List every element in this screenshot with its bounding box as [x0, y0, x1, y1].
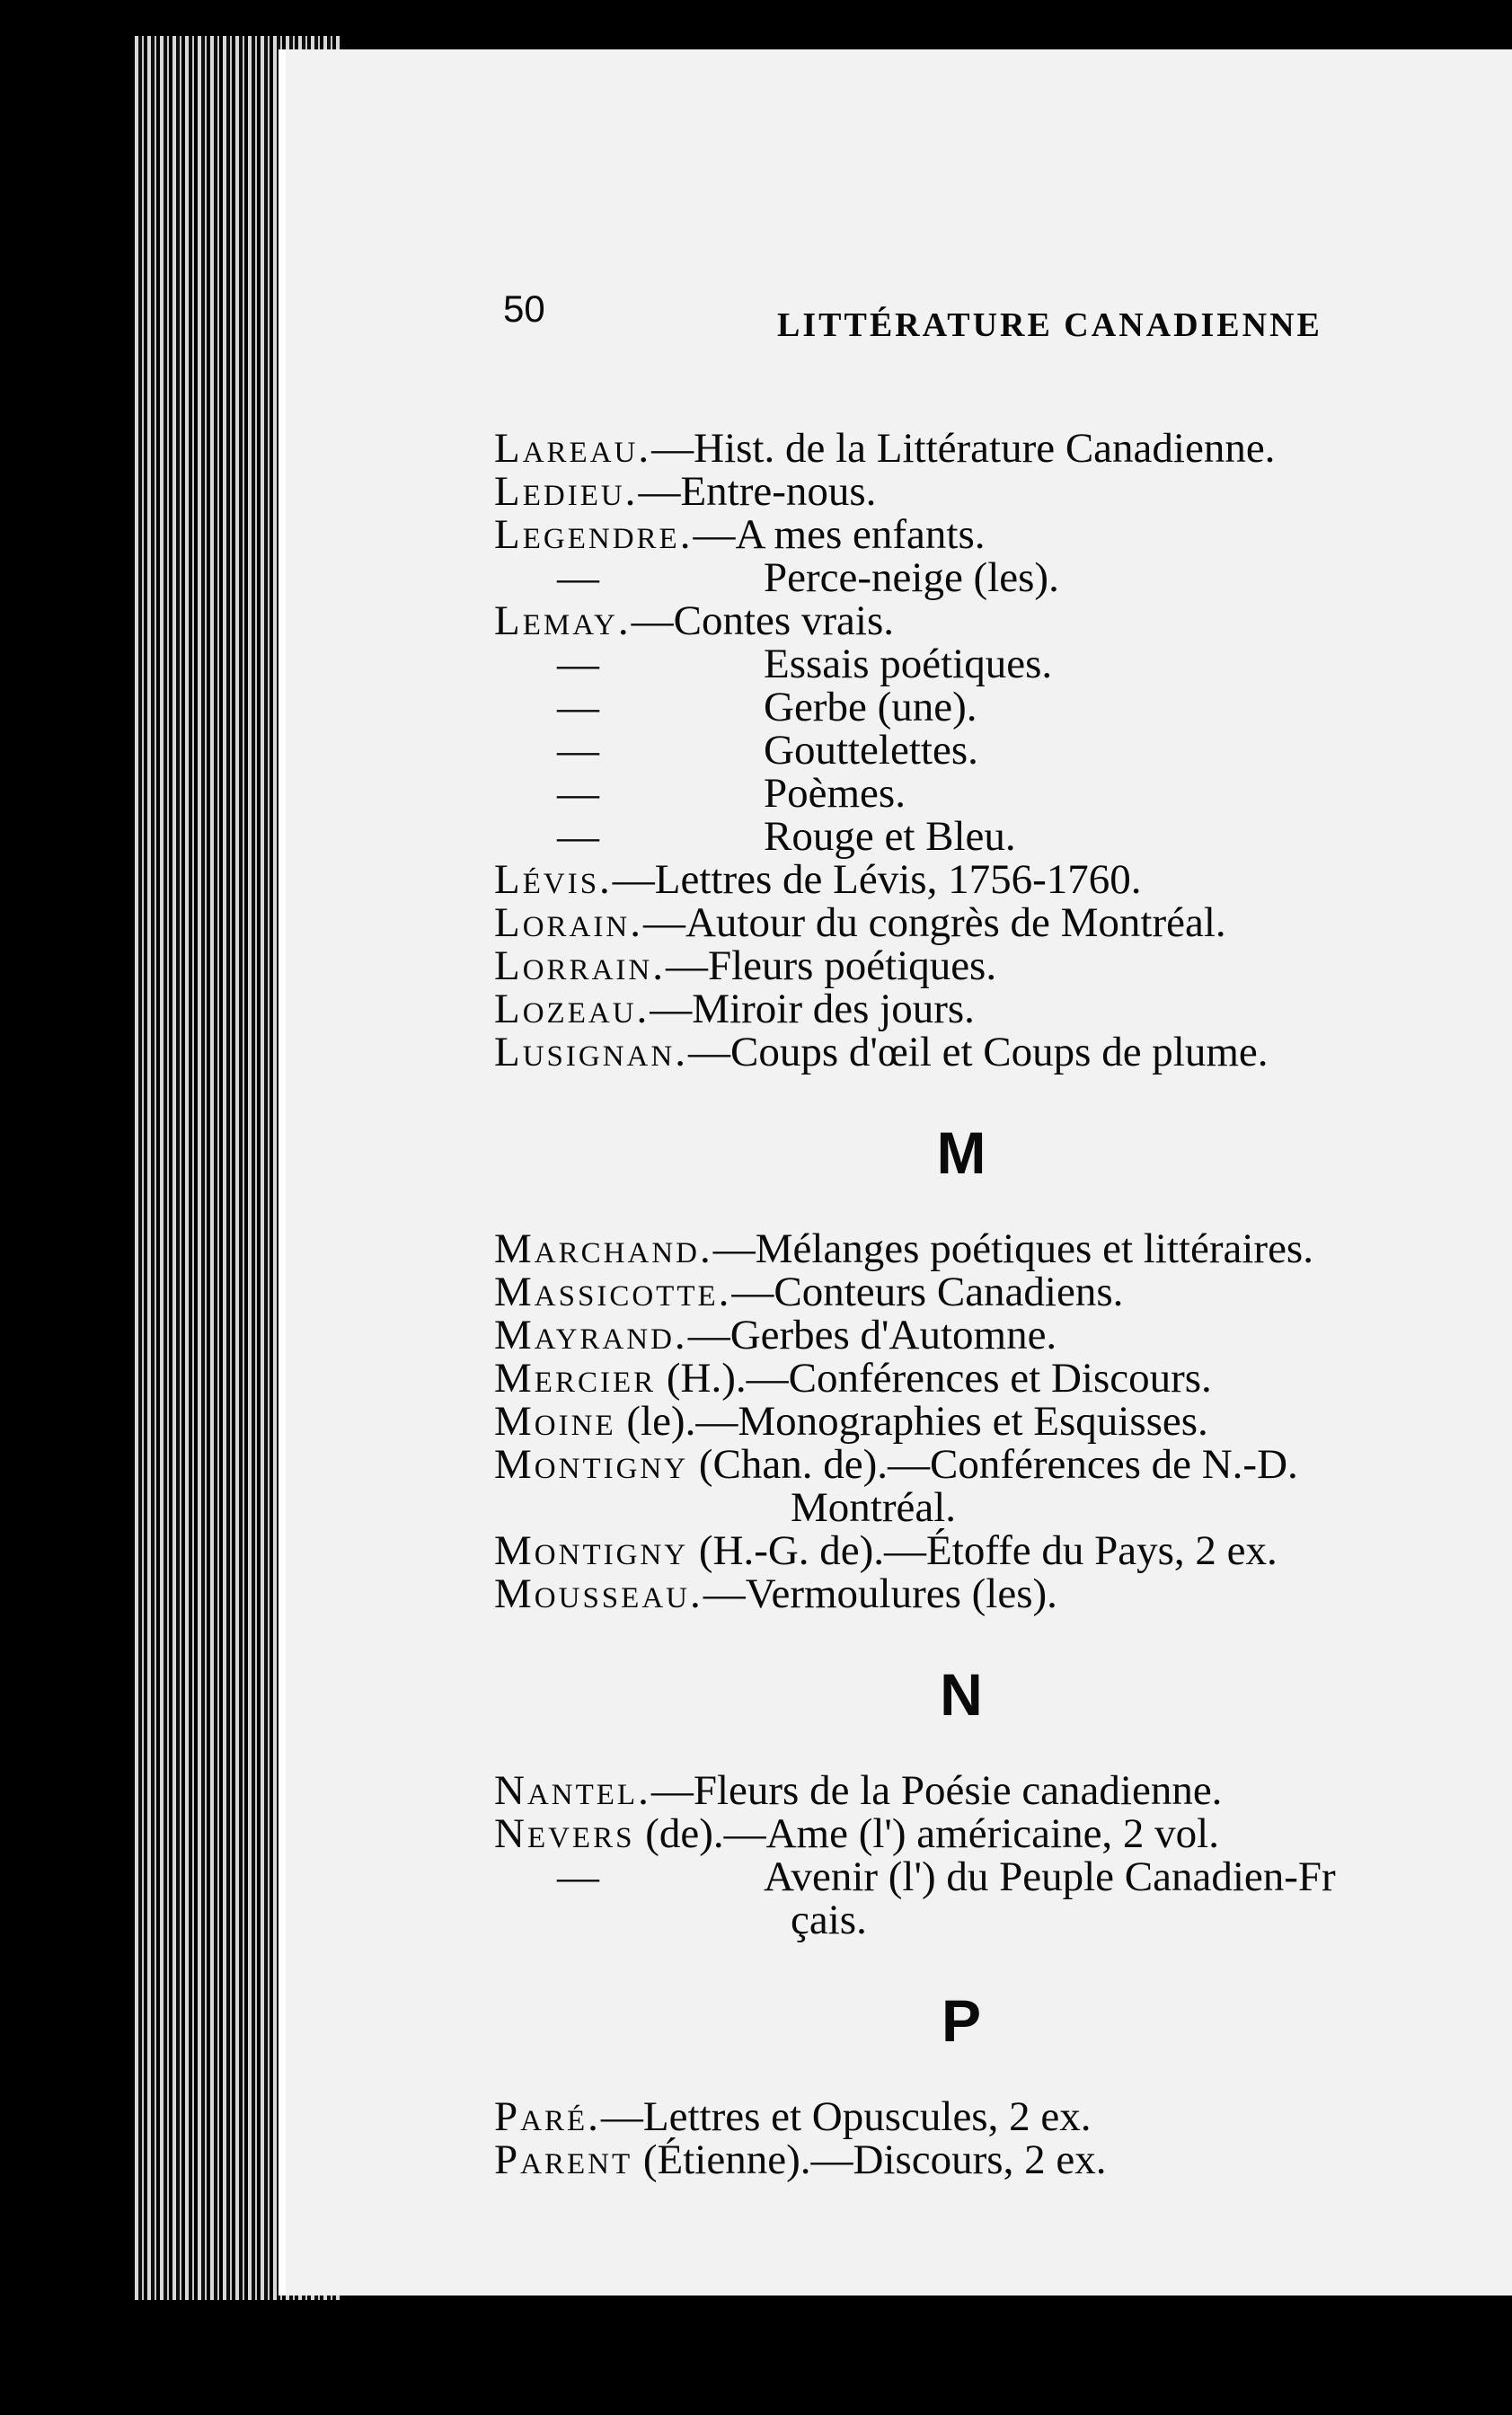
catalog-entry: [494, 1572, 1500, 1615]
section-m-entries: [494, 1227, 1500, 1615]
section-heading-p: P: [941, 1987, 982, 2054]
work-title: Gerbe (une).: [764, 684, 977, 730]
author-name: Massicotte.: [494, 1269, 732, 1315]
catalog-entry: [494, 1486, 1500, 1529]
catalog-entry: [494, 772, 1500, 815]
ditto-dash: —: [557, 1853, 599, 1900]
work-title: (de).—Ame (l') américaine, 2 vol.: [634, 1810, 1219, 1857]
work-title: —Contes vrais.: [631, 597, 895, 644]
title-continuation: çais.: [791, 1897, 867, 1943]
work-title: (le).—Monographies et Esquisses.: [615, 1398, 1208, 1445]
work-title: —Autour du congrès de Montréal.: [642, 899, 1226, 946]
catalog-entry: [494, 729, 1500, 772]
catalog-entry: [494, 1812, 1500, 1855]
catalog-entry: [494, 2138, 1500, 2181]
work-title: —A mes enfants.: [693, 511, 986, 558]
section-heading-m: M: [936, 1119, 986, 1186]
ditto-dash: —: [557, 813, 599, 860]
catalog-entry: [494, 599, 1500, 642]
author-name: Montigny: [494, 1527, 689, 1574]
work-title: Poèmes.: [764, 770, 906, 817]
author-name: Mousseau.: [494, 1570, 703, 1617]
catalog-entry: [494, 427, 1500, 470]
ditto-dash: —: [557, 727, 599, 774]
author-name: Paré.: [494, 2093, 601, 2140]
section-heading-n: N: [940, 1661, 983, 1728]
catalog-entry: [494, 1227, 1500, 1270]
author-name: Lusignan.: [494, 1029, 688, 1075]
work-title: —Miroir des jours.: [650, 986, 975, 1032]
catalog-entry: [494, 1314, 1500, 1357]
running-head: LITTÉRATURE CANADIENNE: [777, 306, 1322, 344]
section-n-entries: [494, 1769, 1500, 1942]
work-title: Rouge et Bleu.: [764, 813, 1016, 860]
ditto-dash: —: [557, 554, 599, 601]
catalog-entry: [494, 944, 1500, 987]
author-name: Legendre.: [494, 511, 694, 558]
work-title: —Conteurs Canadiens.: [731, 1269, 1124, 1315]
work-title: Gouttelettes.: [764, 727, 978, 774]
author-name: Lorain.: [494, 899, 643, 946]
work-title: —Vermoulures (les).: [703, 1570, 1057, 1617]
author-name: Ledieu.: [494, 468, 639, 515]
catalog-entry: [494, 1855, 1500, 1898]
author-name: Lorrain.: [494, 942, 666, 989]
author-name: Lévis.: [494, 856, 613, 903]
author-name: Mercier: [494, 1355, 657, 1402]
catalog-entry: [494, 901, 1500, 944]
work-title: (Étienne).—Discours, 2 ex.: [632, 2136, 1107, 2183]
catalog-entry: [494, 1443, 1500, 1486]
work-title: Avenir (l') du Peuple Canadien-Fr: [764, 1853, 1336, 1900]
work-title: —Lettres de Lévis, 1756-1760.: [612, 856, 1142, 903]
work-title: —Entre-nous.: [638, 468, 877, 515]
work-title: —Fleurs poétiques.: [665, 942, 997, 989]
author-name: Lareau.: [494, 425, 652, 472]
catalog-entry: [494, 470, 1500, 513]
catalog-entry: [494, 858, 1500, 901]
author-name: Parent: [494, 2136, 633, 2183]
author-name: Montigny: [494, 1441, 689, 1488]
work-title: —Mélanges poétiques et littéraires.: [712, 1225, 1313, 1272]
catalog-entry: [494, 642, 1500, 686]
catalog-entry: [494, 987, 1500, 1031]
ditto-dash: —: [557, 641, 599, 687]
author-name: Moine: [494, 1398, 616, 1445]
catalog-entry: [494, 1357, 1500, 1400]
catalog-entry: [494, 513, 1500, 556]
page-number: 50: [503, 288, 545, 330]
catalog-entry: [494, 815, 1500, 858]
catalog-entry: [494, 686, 1500, 729]
author-name: Lozeau.: [494, 986, 650, 1032]
work-title: —Coups d'œil et Coups de plume.: [687, 1029, 1269, 1075]
author-name: Nantel.: [494, 1767, 651, 1814]
author-name: Mayrand.: [494, 1312, 688, 1358]
catalog-entry: [494, 1529, 1500, 1572]
work-title: Essais poétiques.: [764, 641, 1053, 687]
work-title: —Fleurs de la Poésie canadienne.: [650, 1767, 1223, 1814]
catalog-entry: [494, 2095, 1500, 2138]
section-p-entries: [494, 2095, 1500, 2181]
catalog-content: [494, 427, 1500, 2181]
catalog-entry: [494, 1898, 1500, 1942]
work-title: (Chan. de).—Conférences de N.-D.: [688, 1441, 1298, 1488]
ditto-dash: —: [557, 770, 599, 817]
section-l-entries: [494, 427, 1500, 1074]
work-title: —Hist. de la Littérature Canadienne.: [651, 425, 1276, 472]
work-title: (H.-G. de).—Étoffe du Pays, 2 ex.: [688, 1527, 1278, 1574]
author-name: Marchand.: [494, 1225, 713, 1272]
work-title: Perce-neige (les).: [764, 554, 1059, 601]
catalog-entry: [494, 1769, 1500, 1812]
catalog-entry: [494, 1270, 1500, 1314]
ditto-dash: —: [557, 684, 599, 730]
author-name: Nevers: [494, 1810, 635, 1857]
author-name: Lemay.: [494, 597, 632, 644]
catalog-entry: [494, 1031, 1500, 1074]
work-title: (H.).—Conférences et Discours.: [656, 1355, 1212, 1402]
book-page: [279, 49, 1512, 2296]
title-continuation: Montréal.: [791, 1484, 957, 1531]
work-title: —Gerbes d'Automne.: [687, 1312, 1057, 1358]
catalog-entry: [494, 556, 1500, 599]
catalog-entry: [494, 1400, 1500, 1443]
work-title: —Lettres et Opuscules, 2 ex.: [600, 2093, 1092, 2140]
